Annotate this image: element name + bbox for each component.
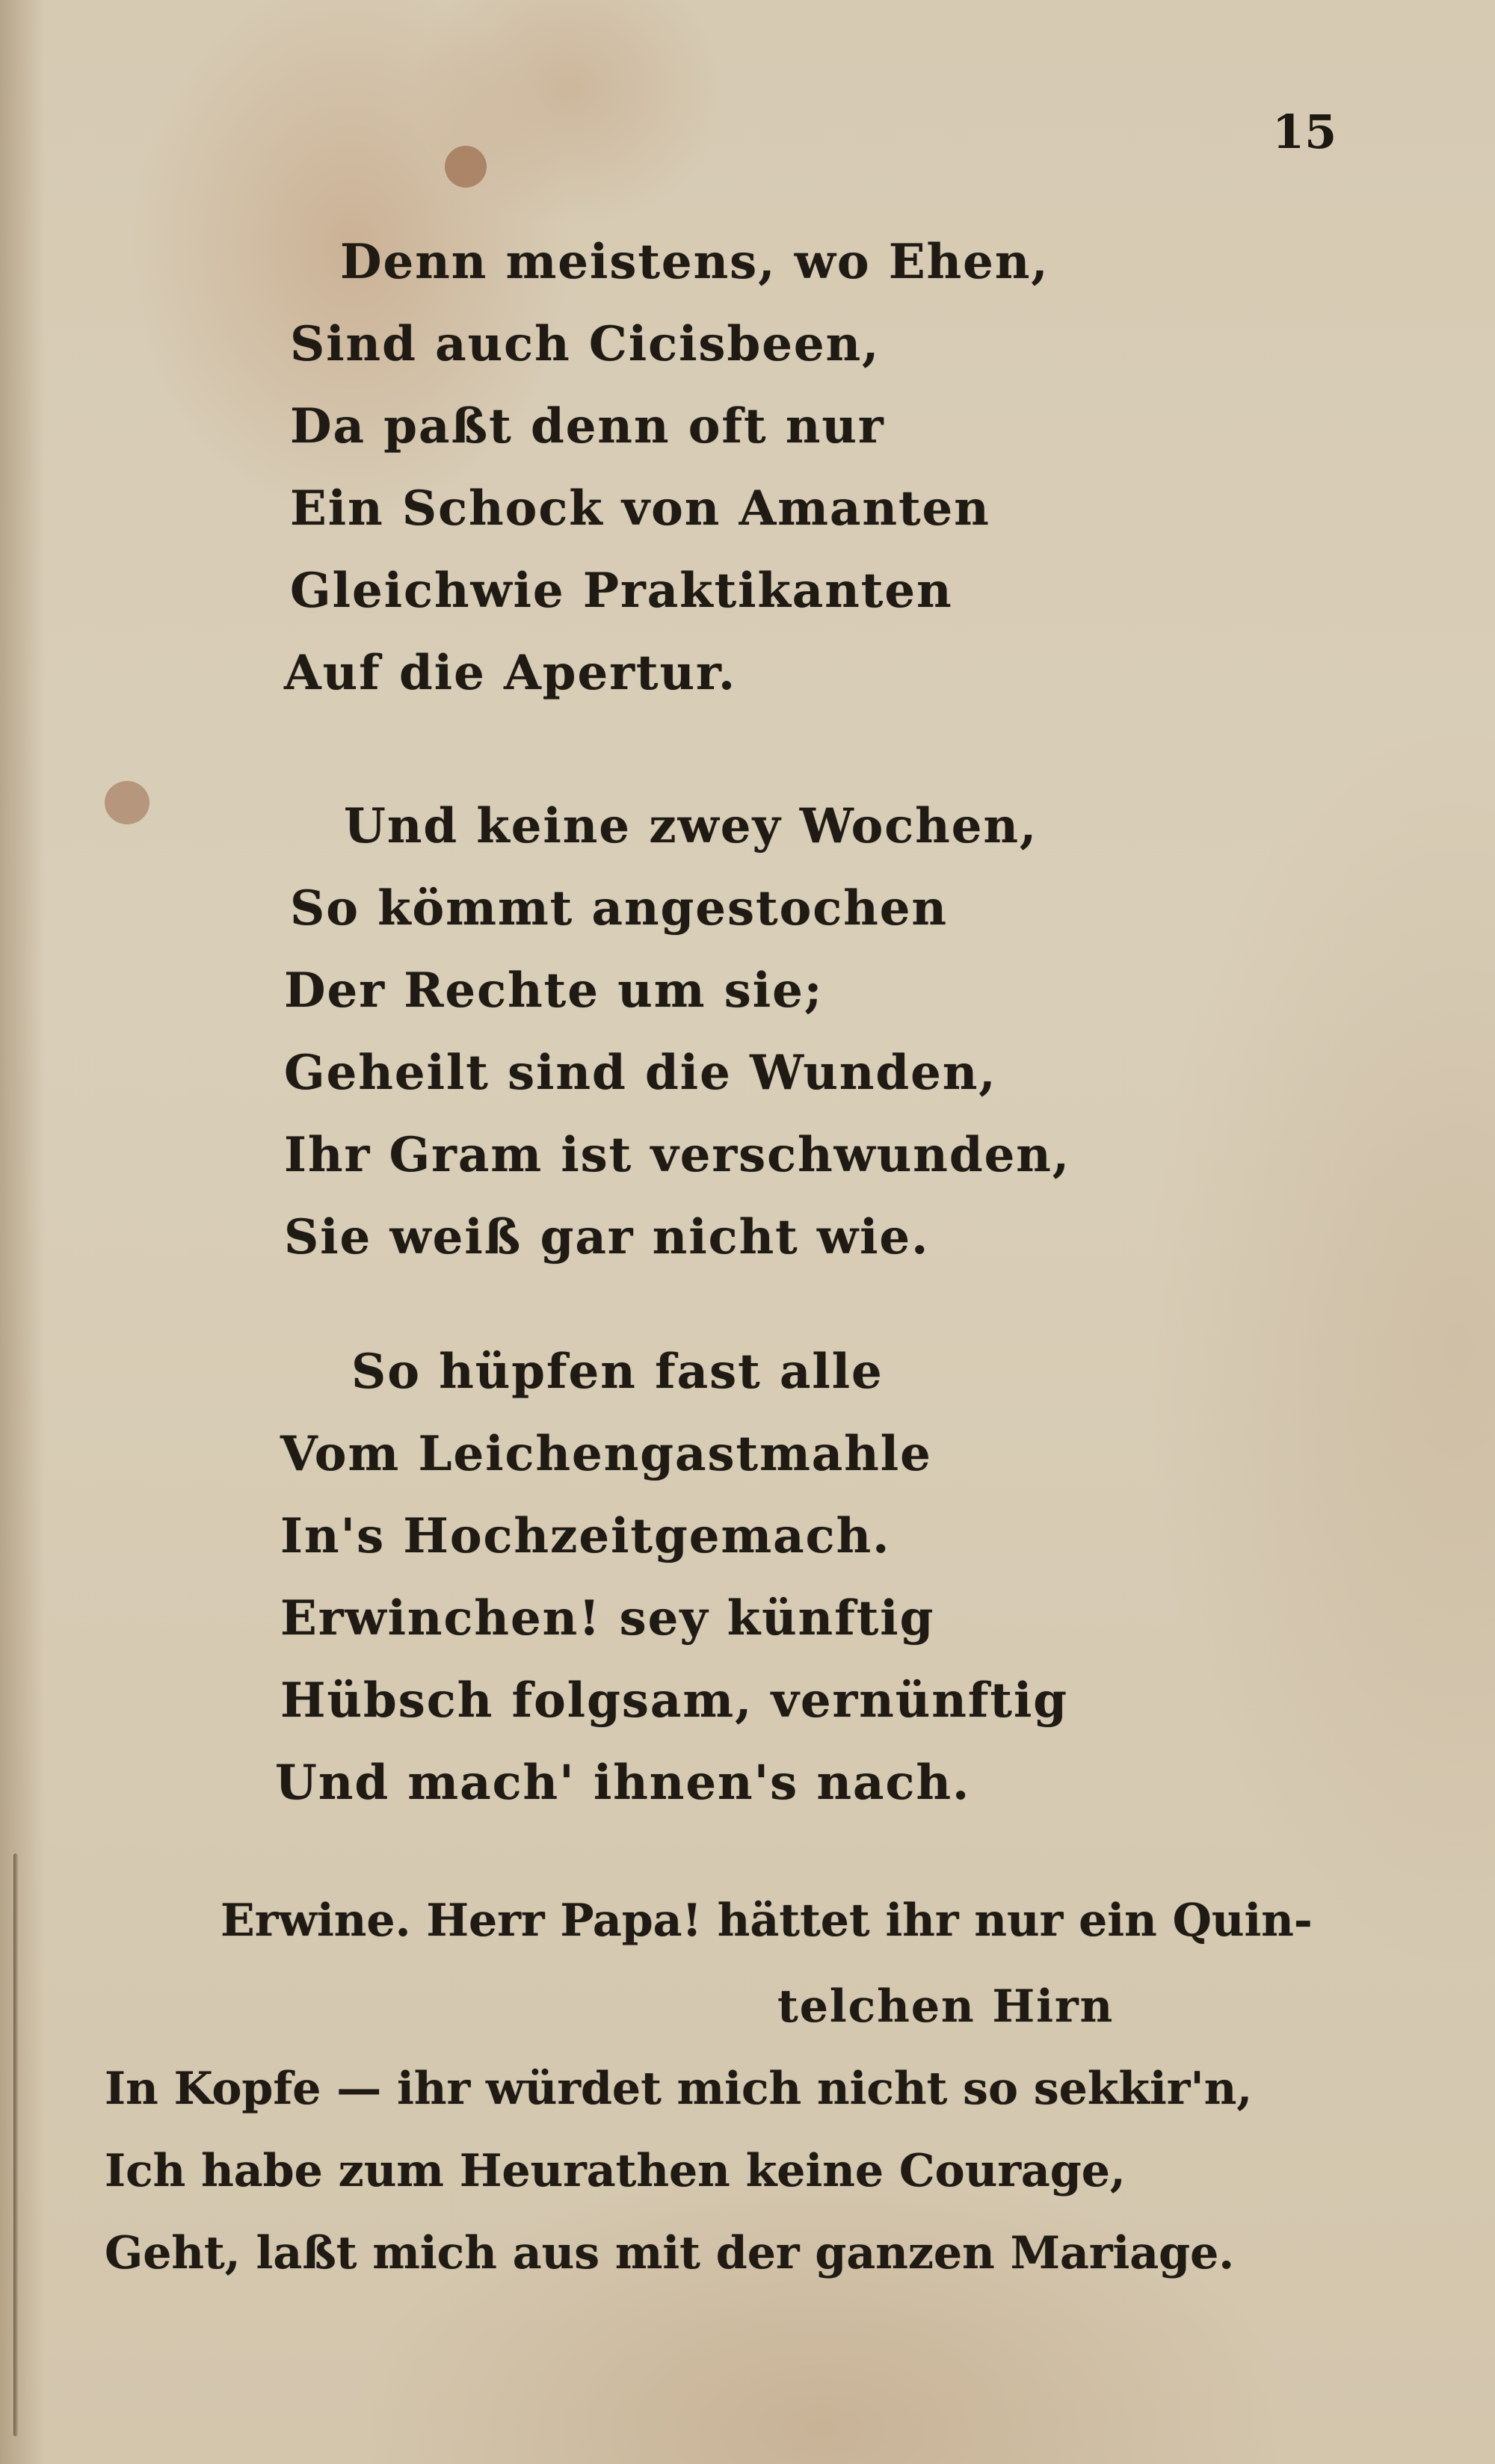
speech-line: Geht, laßt mich aus mit der ganzen Mariage. <box>105 2227 1235 2279</box>
verse-line: Vom Leichengastmahle <box>280 1426 932 1482</box>
page-number: 15 <box>1272 105 1337 159</box>
verse-line: Erwinchen! sey künftig <box>280 1590 935 1646</box>
verse-line: Und keine zwey Wochen, <box>344 798 1038 854</box>
verse-line: Und mach' ihnen's nach. <box>275 1755 971 1811</box>
verse-line: Ihr Gram ist verschwunden, <box>284 1127 1071 1183</box>
verse-line: Hübsch folgsam, vernünftig <box>280 1673 1068 1729</box>
speech-line: Erwine. Herr Papa! hättet ihr nur ein Quin- <box>221 1895 1313 1947</box>
verse-line: Sie weiß gar nicht wie. <box>284 1209 930 1265</box>
verse-line: Sind auch Cicisbeen, <box>290 316 881 372</box>
verse-line: So hüpfen fast alle <box>351 1344 884 1400</box>
verse-line: Da paßt denn oft nur <box>290 398 885 454</box>
stain-spot <box>105 781 150 824</box>
speech-line: telchen Hirn <box>777 1980 1115 2033</box>
speech-line: Ich habe zum Heurathen keine Courage, <box>105 2145 1126 2197</box>
stain-spot <box>445 146 487 188</box>
verse-line: Geheilt sind die Wunden, <box>284 1045 997 1101</box>
page-crease <box>13 1853 18 2436</box>
page-edge-shadow <box>0 0 45 2464</box>
verse-line: Der Rechte um sie; <box>284 963 824 1019</box>
verse-line: In's Hochzeitgemach. <box>280 1508 891 1564</box>
verse-line: Auf die Apertur. <box>284 645 737 701</box>
verse-line: So kömmt angestochen <box>290 880 948 936</box>
verse-line: Ein Schock von Amanten <box>290 481 990 537</box>
verse-line: Denn meistens, wo Ehen, <box>340 234 1049 290</box>
verse-line: Gleichwie Praktikanten <box>290 563 953 619</box>
speech-line: In Kopfe — ihr würdet mich nicht so sekkir'n, <box>105 2063 1253 2115</box>
